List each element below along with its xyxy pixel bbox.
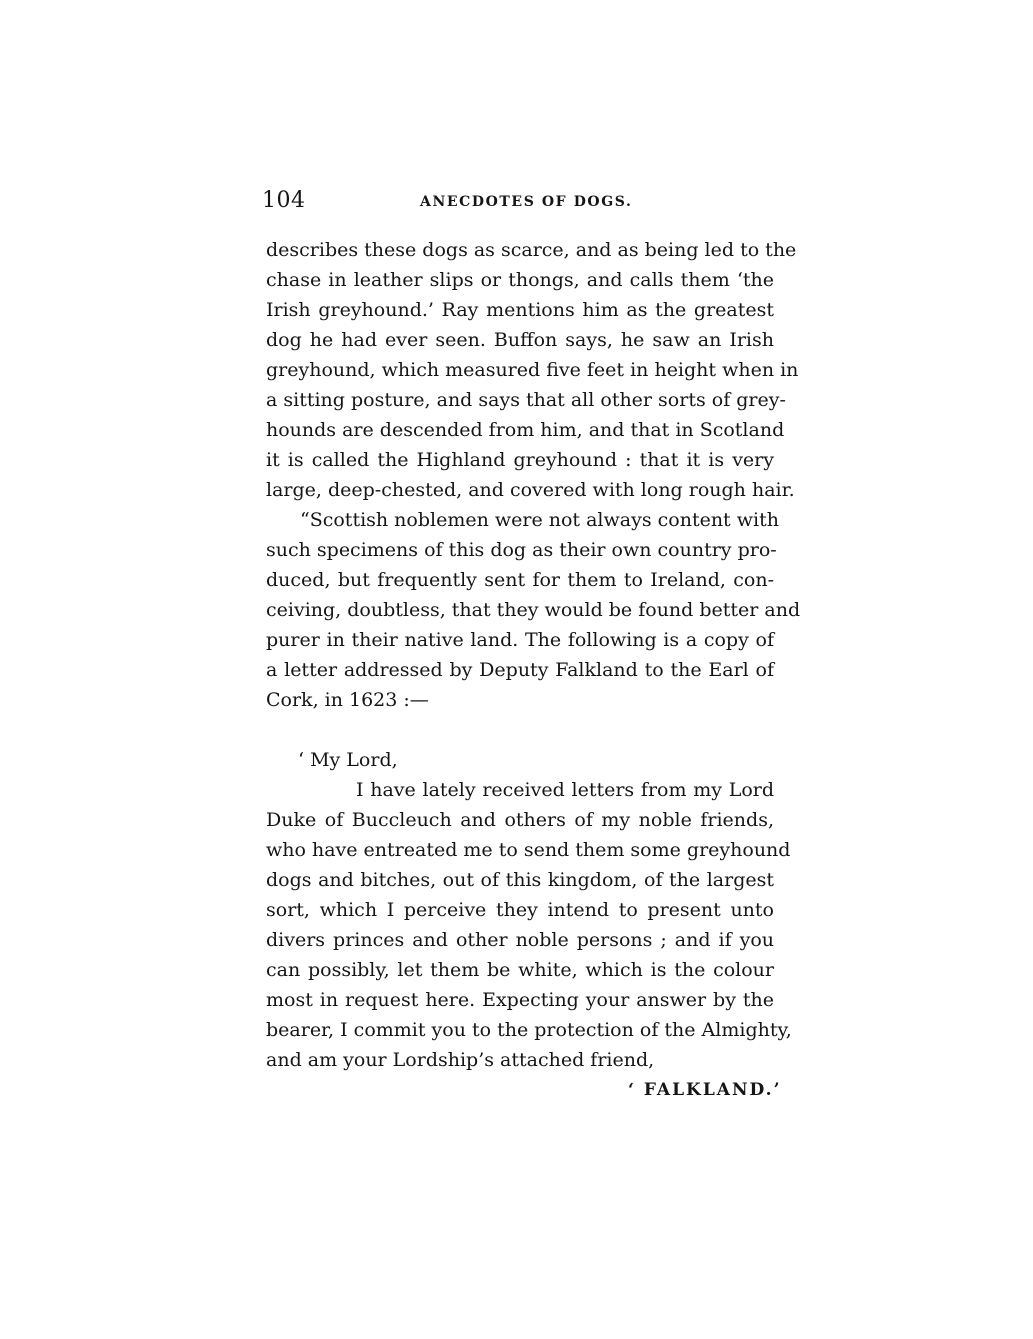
letter-salutation: ‘ My Lord, <box>298 749 398 771</box>
text-line: describes these dogs as scarce, and as being led to the <box>266 239 797 261</box>
text-line: a letter addressed by Deputy Falkland to the Earl of <box>266 659 774 681</box>
letter-line: dogs and bitches, out of this kingdom, of the largest <box>266 869 774 891</box>
letter-line: bearer, I commit you to the protection of the Almighty, <box>266 1019 792 1041</box>
text-line: it is called the Highland greyhound : that it is very <box>266 449 774 471</box>
text-line: chase in leather slips or thongs, and calls them ‘the <box>266 269 774 291</box>
text-line: Cork, in 1623 :— <box>266 689 429 711</box>
letter-line: Duke of Buccleuch and others of my noble friends, <box>266 809 774 831</box>
text-line: Irish greyhound.’ Ray mentions him as the greatest <box>266 299 774 321</box>
letter-signature: ‘ FALKLAND.’ <box>628 1080 782 1100</box>
text-line: such specimens of this dog as their own country pro- <box>266 539 777 561</box>
letter-line: I have lately received letters from my Lord <box>356 779 774 801</box>
text-line: purer in their native land. The following is a copy of <box>266 629 774 651</box>
text-line: duced, but frequently sent for them to Ireland, con- <box>266 569 774 591</box>
page-number: 104 <box>262 188 306 213</box>
letter-line: and am your Lordship’s attached friend, <box>266 1049 655 1071</box>
text-line: hounds are descended from him, and that in Scotland <box>266 419 785 441</box>
text-line: “Scottish noblemen were not always content with <box>300 509 779 531</box>
text-line: large, deep-chested, and covered with long rough hair. <box>266 479 795 501</box>
letter-line: who have entreated me to send them some greyhound <box>266 839 791 861</box>
letter-line: can possibly, let them be white, which is the colour <box>266 959 774 981</box>
text-line: a sitting posture, and says that all other sorts of grey- <box>266 389 786 411</box>
letter-line: sort, which I perceive they intend to present unto <box>266 899 774 921</box>
text-line: greyhound, which measured five feet in height when in <box>266 359 799 381</box>
letter-line: most in request here. Expecting your answer by the <box>266 989 774 1011</box>
text-line: ceiving, doubtless, that they would be found better and <box>266 599 801 621</box>
page-header <box>262 188 774 218</box>
letter-line: divers princes and other noble persons ; and if you <box>266 929 774 951</box>
text-line: dog he had ever seen. Buffon says, he saw an Irish <box>266 329 774 351</box>
running-head: ANECDOTES OF DOGS. <box>420 194 633 210</box>
